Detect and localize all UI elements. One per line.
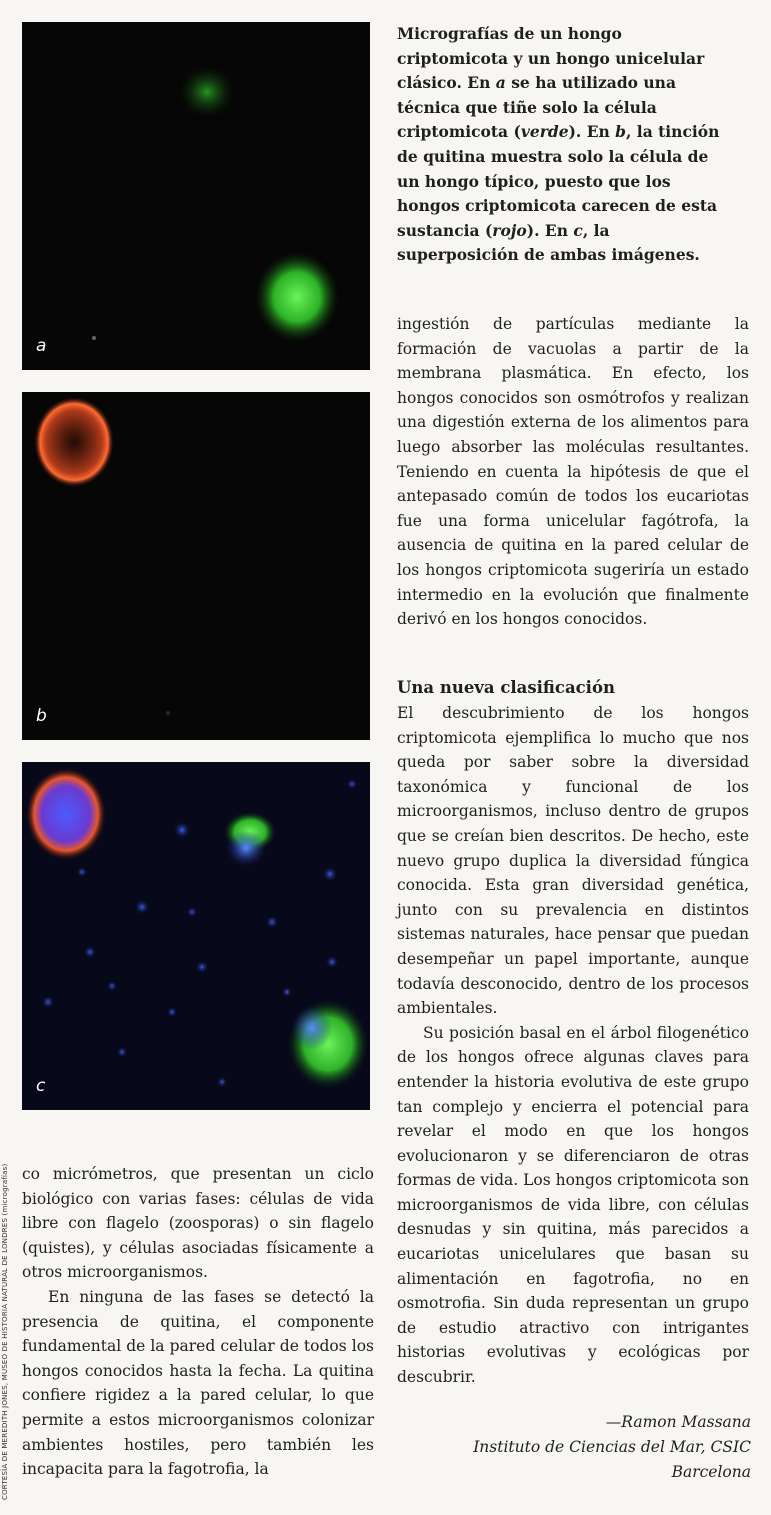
- specks: [92, 336, 96, 340]
- figure-caption: Micrografías de un hongo criptomicota y un hongo unicelular clásico. En a se ha utilizado una técnica que tiñe solo la célula criptomicota (verde). En b, la tinción de quitina muestra solo la célula de un hongo típico, puesto que los hongos criptomicota carecen de esta sustancia (rojo). En c, la superposición de ambas imágenes.: [397, 24, 720, 265]
- photo-credit-text: CORTESÍA DE MEREDITH JONES, MUSEO DE HISTORIA NATURAL DE LONDRES (micrografías): [1, 1163, 9, 1500]
- paragraph: Su posición basal en el árbol filogenético de los hongos ofrece algunas claves para entender la historia evolutiva de este grupo tan complejo y encierra el potencial para revelar el modo en que los hongos evolucionaron y se diferenciaron de otras formas de vida. Los hongos criptomicota son microorganismos de vida libre, con células desnudas y sin quitina, más parecidos a eucariotas unicelulares que basan su alimentación en fagotrofia, no en osmotrofia. Sin duda representan un grupo de estudio atractivo con intrigantes historias evolutivas y ecológicas por descubrir.: [397, 1023, 749, 1387]
- panel-label-a: a: [36, 336, 47, 356]
- section-heading: Una nueva clasificación: [397, 678, 615, 697]
- micrograph-b-image: [22, 392, 370, 740]
- micrograph-b: [22, 392, 370, 740]
- overlay-cell-blue-small: [226, 830, 266, 866]
- overlay-cell-red-blue: [26, 768, 106, 860]
- right-column-top: [397, 312, 749, 632]
- author-name: —Ramon Massana: [605, 1413, 751, 1431]
- green-cell-small: [179, 66, 235, 118]
- right-column-bottom: [397, 701, 749, 1390]
- paragraph: En ninguna de las fases se detectó la presencia de quitina, el componente fundamental de la pared celular de todos los hongos conocidos hasta la fecha. La quitina confiere rigidez a la pared celular, lo que permite a estos microorganismos colonizar ambientes hostiles, pero también les incapacita para la fagotrofia, la: [22, 1287, 374, 1479]
- micrograph-c-image: [22, 762, 370, 1110]
- micrograph-c: [22, 762, 370, 1110]
- author-signature: [397, 1410, 751, 1485]
- left-column: [22, 1162, 374, 1482]
- caption-lead: Micrografías: [397, 24, 509, 43]
- micrograph-a: [22, 22, 370, 370]
- paragraph: co micrómetros, que presentan un ciclo biológico con varias fases: células de vida libre con flagelo (zoosporas) o sin flagelo (quistes), y células asociadas físicamente a otros microorganismos.: [22, 1165, 374, 1282]
- overlay-cell-blue-large: [292, 1006, 332, 1050]
- green-cell-large: [255, 252, 339, 342]
- paragraph: El descubrimiento de los hongos criptomicota ejemplifica lo mucho que nos queda por saber sobre la diversidad taxonómica y funcional de los microorganismos, incluso dentro de grupos que se creían bien descritos. De hecho, este nuevo grupo duplica la diversidad fúngica conocida. Esta gran diversidad genética, junto con su prevalencia en distintos sistemas naturales, hace pensar que puedan desempeñar un papel importante, aunque todavía desconocido, dentro de los procesos ambientales.: [397, 704, 749, 1018]
- red-cell: [34, 397, 114, 487]
- panel-label-c: c: [36, 1076, 46, 1096]
- author-city: Barcelona: [671, 1463, 751, 1481]
- specks: [166, 711, 170, 715]
- photo-credit: [0, 1100, 13, 1500]
- paragraph: ingestión de partículas mediante la formación de vacuolas a partir de la membrana plasmática. En efecto, los hongos conocidos son osmótrofos y realizan una digestión externa de los alimentos para luego absorber las moléculas resultantes. Teniendo en cuenta la hipótesis de que el antepasado común de todos los eucariotas fue una forma unicelular fagótrofa, la ausencia de quitina en la pared celular de los hongos criptomicota sugeriría un estado intermedio en la evolución que finalmente derivó en los hongos conocidos.: [397, 315, 749, 629]
- panel-label-b: b: [36, 706, 47, 726]
- author-institution: Instituto de Ciencias del Mar, CSIC: [473, 1438, 751, 1456]
- micrograph-a-image: [22, 22, 370, 370]
